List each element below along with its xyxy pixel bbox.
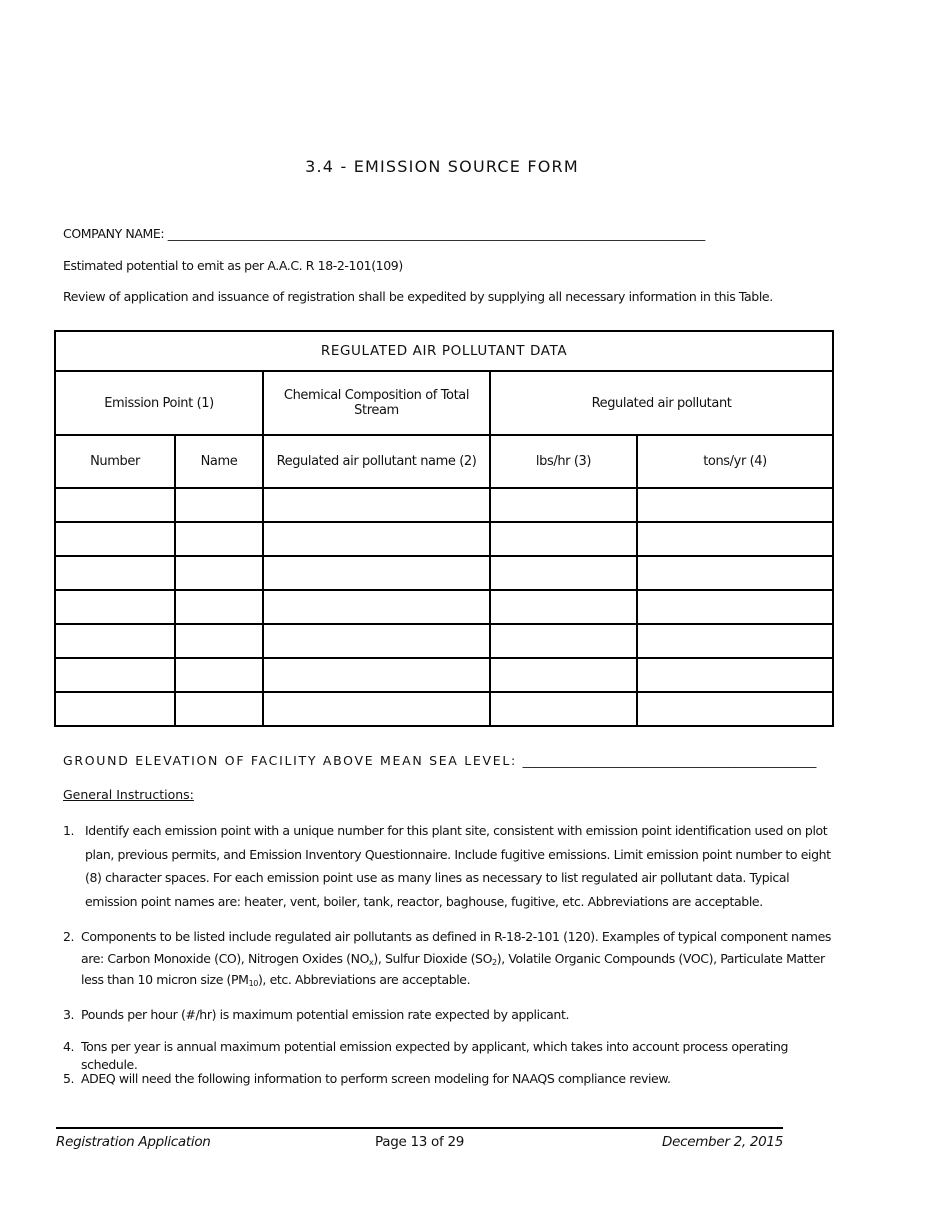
pollutant-data-table — [54, 330, 834, 727]
cell-pollutant-name[interactable] — [263, 556, 490, 590]
cell-pollutant-name[interactable] — [263, 658, 490, 692]
instructions-heading: General Instructions: — [63, 787, 194, 802]
cell-name[interactable] — [175, 624, 263, 658]
header-lbs-hr: lbs/hr (3) — [490, 435, 637, 488]
instruction-number: 4. — [63, 1039, 75, 1054]
cell-tons-yr[interactable] — [637, 556, 833, 590]
cell-number[interactable] — [55, 590, 175, 624]
instruction-number: 5. — [63, 1071, 75, 1086]
cell-tons-yr[interactable] — [637, 590, 833, 624]
subscript: 10 — [248, 979, 258, 988]
cell-tons-yr[interactable] — [637, 658, 833, 692]
footer-date: December 2, 2015 — [661, 1134, 783, 1150]
header-name: Name — [175, 435, 263, 488]
header-chemical-composition: Chemical Composition of Total Stream — [263, 371, 490, 435]
ground-elevation-line — [63, 753, 816, 768]
intro-ptе-line: Estimated potential to emit as per A.A.C. R 18-2-101(109) — [63, 258, 403, 273]
subscript: 2 — [492, 957, 497, 967]
instruction-item-5 — [63, 1070, 843, 1088]
cell-name[interactable] — [175, 488, 263, 522]
cell-name[interactable] — [175, 522, 263, 556]
cell-tons-yr[interactable] — [637, 522, 833, 556]
cell-lbs-hr[interactable] — [490, 624, 637, 658]
cell-tons-yr[interactable] — [637, 692, 833, 726]
cell-pollutant-name[interactable] — [263, 488, 490, 522]
instruction-item-1 — [63, 819, 843, 913]
header-number: Number — [55, 435, 175, 488]
cell-pollutant-name[interactable] — [263, 590, 490, 624]
cell-number[interactable] — [55, 624, 175, 658]
table-row — [55, 658, 833, 692]
cell-name[interactable] — [175, 692, 263, 726]
instruction-number: 3. — [63, 1007, 75, 1022]
cell-number[interactable] — [55, 692, 175, 726]
footer-page-number: Page 13 of 29 — [375, 1134, 465, 1150]
cell-tons-yr[interactable] — [637, 624, 833, 658]
table-row — [55, 590, 833, 624]
table-row — [55, 692, 833, 726]
instruction-text: Tons per year is annual maximum potential emission expected by applicant, which takes into account process operating schedule. — [81, 1039, 789, 1072]
cell-number[interactable] — [55, 522, 175, 556]
table-row — [55, 488, 833, 522]
cell-tons-yr[interactable] — [637, 488, 833, 522]
instruction-text-part: ), Sulfur Dioxide (SO — [373, 950, 493, 966]
cell-lbs-hr[interactable] — [490, 522, 637, 556]
header-pollutant-name: Regulated air pollutant name (2) — [263, 435, 490, 488]
company-name-line — [63, 226, 705, 241]
instruction-item-4 — [63, 1038, 843, 1074]
cell-lbs-hr[interactable] — [490, 488, 637, 522]
instruction-item-3 — [63, 1006, 843, 1024]
page-title: 3.4 - EMISSION SOURCE FORM — [305, 157, 579, 176]
cell-lbs-hr[interactable] — [490, 590, 637, 624]
instruction-text-part: ), Volatile Organic Compounds (VOC), Particulate Matter less than 10 micron size (PM — [81, 950, 825, 987]
instruction-text — [81, 926, 843, 991]
instruction-text-part: Components to be listed include regulated air pollutants as defined in R-18-2-101 (120). Examples of typical component names are: Carbon Monoxide (CO), Nitrogen Oxides (NO — [81, 929, 831, 966]
ground-elevation-field[interactable]: _______________________________________________ — [522, 753, 817, 768]
intro-expedite-line: Review of application and issuance of registration shall be expedited by supplying all necessary information in this Table. — [63, 289, 773, 304]
company-name-field[interactable]: ______________________________________________________________________________________ — [167, 226, 706, 241]
header-tons-yr: tons/yr (4) — [637, 435, 833, 488]
cell-lbs-hr[interactable] — [490, 556, 637, 590]
header-emission-point: Emission Point (1) — [55, 371, 263, 435]
instruction-item-2 — [63, 926, 843, 991]
instruction-text: Pounds per hour (#/hr) is maximum potential emission rate expected by applicant. — [81, 1007, 570, 1022]
cell-pollutant-name[interactable] — [263, 692, 490, 726]
footer-rule — [56, 1127, 783, 1129]
cell-name[interactable] — [175, 658, 263, 692]
cell-number[interactable] — [55, 556, 175, 590]
instruction-text: ADEQ will need the following information to perform screen modeling for NAAQS compliance review. — [81, 1071, 671, 1086]
footer-doc-title: Registration Application — [56, 1134, 211, 1150]
table-title: REGULATED AIR POLLUTANT DATA — [55, 331, 833, 371]
cell-number[interactable] — [55, 658, 175, 692]
ground-elevation-label: GROUND ELEVATION OF FACILITY ABOVE MEAN SEA LEVEL: — [63, 753, 517, 768]
header-regulated-pollutant: Regulated air pollutant — [490, 371, 833, 435]
table-row — [55, 522, 833, 556]
instruction-text-part: ), etc. Abbreviations are acceptable. — [257, 972, 471, 987]
instruction-text: Identify each emission point with a unique number for this plant site, consistent with emission point identification used on plot plan, previous permits, and Emission Inventory Questionnaire. Include fugitive emissions. Limit emission point number to eight (8) character spaces. For each emission point use as many lines as necessary to list regulated air pollutant data. Typical emission point names are: heater, vent, boiler, tank, reactor, baghouse, fugitive, etc. Abbreviations are acceptable. — [85, 823, 831, 909]
cell-pollutant-name[interactable] — [263, 624, 490, 658]
cell-name[interactable] — [175, 590, 263, 624]
instruction-number: 1. — [63, 823, 75, 838]
cell-lbs-hr[interactable] — [490, 658, 637, 692]
cell-lbs-hr[interactable] — [490, 692, 637, 726]
table-row — [55, 624, 833, 658]
cell-pollutant-name[interactable] — [263, 522, 490, 556]
cell-number[interactable] — [55, 488, 175, 522]
instruction-number: 2. — [63, 929, 75, 944]
table-row — [55, 556, 833, 590]
company-name-label: COMPANY NAME: — [63, 226, 165, 241]
subscript: x — [369, 957, 374, 967]
cell-name[interactable] — [175, 556, 263, 590]
